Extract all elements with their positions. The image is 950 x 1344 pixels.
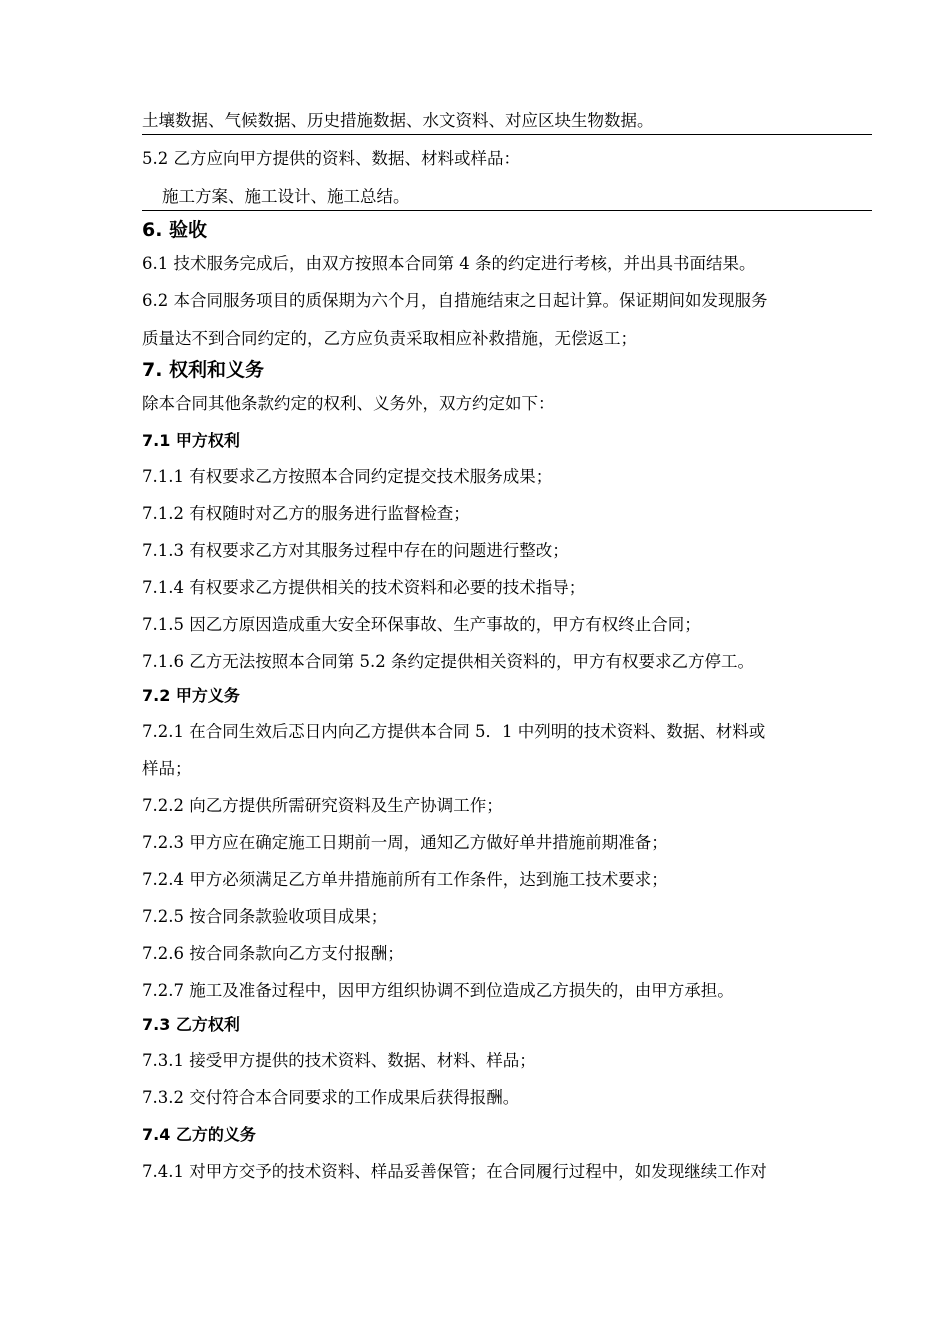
document-page <box>142 0 872 1344</box>
clause-7-3-1: 7.3.1 接受甲方提供的技术资料、数据、材料、样品； <box>142 1051 536 1070</box>
section-7-4-heading: 7.4 乙方的义务 <box>142 1125 256 1144</box>
clause-5-2: 5.2 乙方应向甲方提供的资料、数据、材料或样品： <box>142 149 520 168</box>
section-7-2-heading: 7.2 甲方义务 <box>142 686 240 705</box>
clause-7-1-5: 7.1.5 因乙方原因造成重大安全环保事故、生产事故的，甲方有权终止合同； <box>142 615 701 634</box>
clause-5-2-list: 施工方案、施工设计、施工总结。 <box>142 186 872 211</box>
clause-7-1-1: 7.1.1 有权要求乙方按照本合同约定提交技术服务成果； <box>142 467 553 486</box>
clause-7-1-2: 7.1.2 有权随时对乙方的服务进行监督检查； <box>142 504 470 523</box>
section-7-intro: 除本合同其他条款约定的权利、义务外，双方约定如下： <box>142 394 555 413</box>
section-7-1-heading: 7.1 甲方权利 <box>142 431 240 450</box>
clause-6-2-line2: 质量达不到合同约定的，乙方应负责采取相应补救措施，无偿返工； <box>142 329 637 348</box>
data-list-text: 土壤数据、气候数据、历史措施数据、水文资料、对应区块生物数据。 <box>142 110 872 135</box>
section-6-heading: 6. 验收 <box>142 219 208 241</box>
clause-7-2-5: 7.2.5 按合同条款验收项目成果； <box>142 907 388 926</box>
clause-7-2-3: 7.2.3 甲方应在确定施工日期前一周，通知乙方做好单井措施前期准备； <box>142 833 668 852</box>
clause-7-2-1-line2: 样品； <box>142 759 192 778</box>
clause-7-4-1-line1: 7.4.1 对甲方交予的技术资料、样品妥善保管；在合同履行过程中，如发现继续工作对 <box>142 1162 767 1181</box>
clause-7-1-6: 7.1.6 乙方无法按照本合同第 5.2 条约定提供相关资料的，甲方有权要求乙方停工。 <box>142 652 754 671</box>
clause-7-2-6: 7.2.6 按合同条款向乙方支付报酬； <box>142 944 404 963</box>
section-7-heading: 7. 权利和义务 <box>142 359 265 381</box>
clause-7-3-2: 7.3.2 交付符合本合同要求的工作成果后获得报酬。 <box>142 1088 520 1107</box>
clause-7-1-3: 7.1.3 有权要求乙方对其服务过程中存在的问题进行整改； <box>142 541 569 560</box>
section-7-3-heading: 7.3 乙方权利 <box>142 1015 240 1034</box>
clause-7-2-7: 7.2.7 施工及准备过程中，因甲方组织协调不到位造成乙方损失的，由甲方承担。 <box>142 981 734 1000</box>
clause-7-2-4: 7.2.4 甲方必须满足乙方单井措施前所有工作条件，达到施工技术要求； <box>142 870 668 889</box>
clause-7-1-4: 7.1.4 有权要求乙方提供相关的技术资料和必要的技术指导； <box>142 578 586 597</box>
clause-7-2-1-line1: 7.2.1 在合同生效后忑日内向乙方提供本合同 5．1 中列明的技术资料、数据、材料或 <box>142 722 766 741</box>
clause-6-1: 6.1 技术服务完成后，由双方按照本合同第 4 条的约定进行考核，并出具书面结果。 <box>142 254 756 273</box>
clause-7-2-2: 7.2.2 向乙方提供所需研究资料及生产协调工作； <box>142 796 503 815</box>
clause-6-2-line1: 6.2 本合同服务项目的质保期为六个月，自措施结束之日起计算。保证期间如发现服务 <box>142 291 768 310</box>
